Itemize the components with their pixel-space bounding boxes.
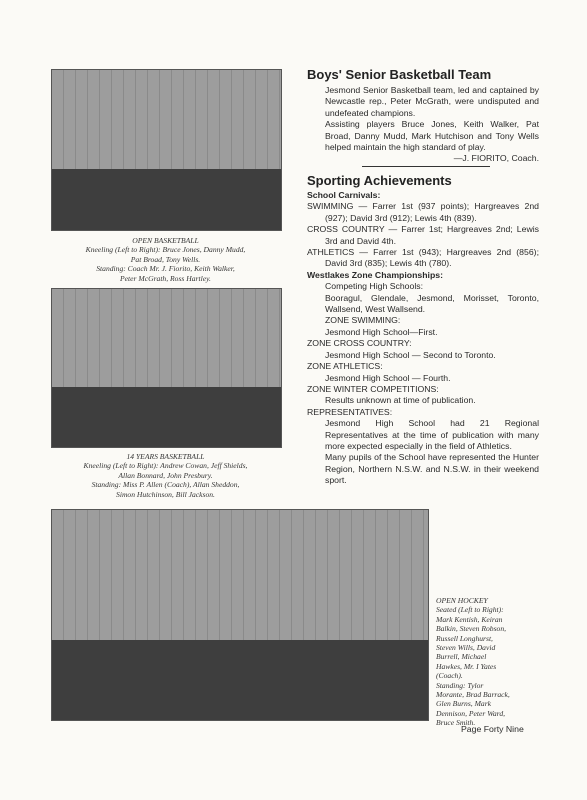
caption-line: Standing: Tylor	[436, 680, 484, 690]
open-basketball-photo	[51, 69, 282, 231]
basketball-signature: —J. FIORITO, Coach.	[453, 153, 539, 164]
competing-label: Competing High Schools:	[325, 281, 424, 292]
basketball-heading: Boys' Senior Basketball Team	[307, 67, 492, 82]
competing-list: Booragul, Glendale, Jesmond, Morisset, Toronto, Wallsend, West Wallsend.	[325, 292, 539, 315]
caption-line: Kneeling (Left to Right): Andrew Cowan, Jeff Shields,	[83, 461, 248, 471]
caption-line: Peter McGrath, Ross Hartley.	[120, 273, 211, 283]
caption-line: Russell Longhurst,	[436, 633, 493, 643]
caption-line: Simon Hutchinson, Bill Jackson.	[116, 489, 215, 499]
caption-line: Morante, Brad Barrack,	[436, 690, 510, 700]
swimming-result: SWIMMING — Farrer 1st (937 points); Hargreaves 2nd (927); David 3rd (912); Lewis 4th (839).	[307, 201, 539, 223]
caption-line: Glen Burns, Mark	[436, 699, 492, 709]
zone-cc-label: ZONE CROSS COUNTRY:	[307, 338, 412, 349]
caption-title: OPEN BASKETBALL	[132, 236, 199, 245]
caption-line: Steven Wills, David	[436, 643, 496, 653]
caption-line: Allan Bonnard, John Presbury.	[118, 470, 213, 480]
reps-para-2: Many pupils of the School have represented the Hunter Region, Northern N.S.W. and N.S.W. in their weekend sport.	[325, 452, 539, 486]
14-years-basketball-photo	[51, 288, 282, 448]
zone-winter-result: Results unknown at time of publication.	[325, 395, 476, 406]
zone-cc-result: Jesmond High School — Second to Toronto.	[325, 349, 496, 360]
basketball-body	[307, 85, 539, 165]
cross-country-result: CROSS COUNTRY — Farrer 1st; Hargreaves 2nd; Lewis 3rd and David 4th.	[307, 224, 539, 246]
westlakes-label: Westlakes Zone Championships:	[307, 269, 443, 280]
caption-line: Mark Kentish, Keiran	[436, 614, 503, 624]
14-years-basketball-caption	[51, 452, 280, 499]
basketball-para-2: Assisting players Bruce Jones, Keith Walker, Pat Broad, Danny Mudd, Mark Hutchison and Tony Wells helped maintain the high standard of play.	[325, 119, 539, 153]
carnivals-label: School Carnivals:	[307, 190, 381, 200]
caption-line: Pat Broad, Tony Wells.	[130, 254, 201, 264]
sporting-body	[307, 190, 539, 487]
caption-line: Bruce Smith.	[436, 718, 476, 728]
caption-line: Standing: Miss P. Allen (Coach), Allan Sheddon,	[91, 480, 240, 490]
caption-line: (Coach).	[436, 671, 463, 681]
zone-winter-label: ZONE WINTER COMPETITIONS:	[307, 383, 439, 394]
caption-title: OPEN HOCKEY	[436, 596, 488, 605]
caption-line: Seated (Left to Right):	[436, 605, 504, 615]
zone-swimming-result: Jesmond High School—First.	[325, 326, 438, 337]
zone-ath-result: Jesmond High School — Fourth.	[325, 372, 451, 383]
page-number: Page Forty Nine	[461, 724, 524, 734]
caption-line: Balkin, Steven Robson,	[436, 624, 507, 634]
reps-para-1: Jesmond High School had 21 Regional Representatives at the time of publication with many more expected especially in the field of Athletics.	[325, 418, 539, 451]
open-basketball-caption	[51, 236, 280, 283]
caption-line: Burrell, Michael	[436, 652, 487, 662]
athletics-result: ATHLETICS — Farrer 1st (943); Hargreaves 2nd (856); David 3rd (835); Lewis 4th (780).	[307, 247, 539, 269]
sporting-heading: Sporting Achievements	[307, 173, 452, 188]
zone-swimming-label: ZONE SWIMMING:	[325, 315, 401, 326]
basketball-para-1: Jesmond Senior Basketball team, led and captained by Newcastle rep., Peter McGrath, were undisputed and undefeated champions.	[325, 85, 539, 118]
section-divider	[362, 166, 490, 167]
caption-line: Dennison, Peter Ward,	[436, 708, 506, 718]
caption-line: Hawkes, Mr. I Yates	[436, 661, 497, 671]
caption-line: Kneeling (Left to Right): Bruce Jones, Danny Mudd,	[85, 245, 246, 255]
caption-line: Standing: Coach Mr. J. Fiorito, Keith Walker,	[96, 264, 235, 274]
open-hockey-caption	[436, 596, 546, 728]
open-hockey-photo	[51, 509, 429, 721]
caption-title: 14 YEARS BASKETBALL	[126, 452, 205, 461]
zone-ath-label: ZONE ATHLETICS:	[307, 361, 383, 372]
reps-label: REPRESENTATIVES:	[307, 406, 393, 417]
